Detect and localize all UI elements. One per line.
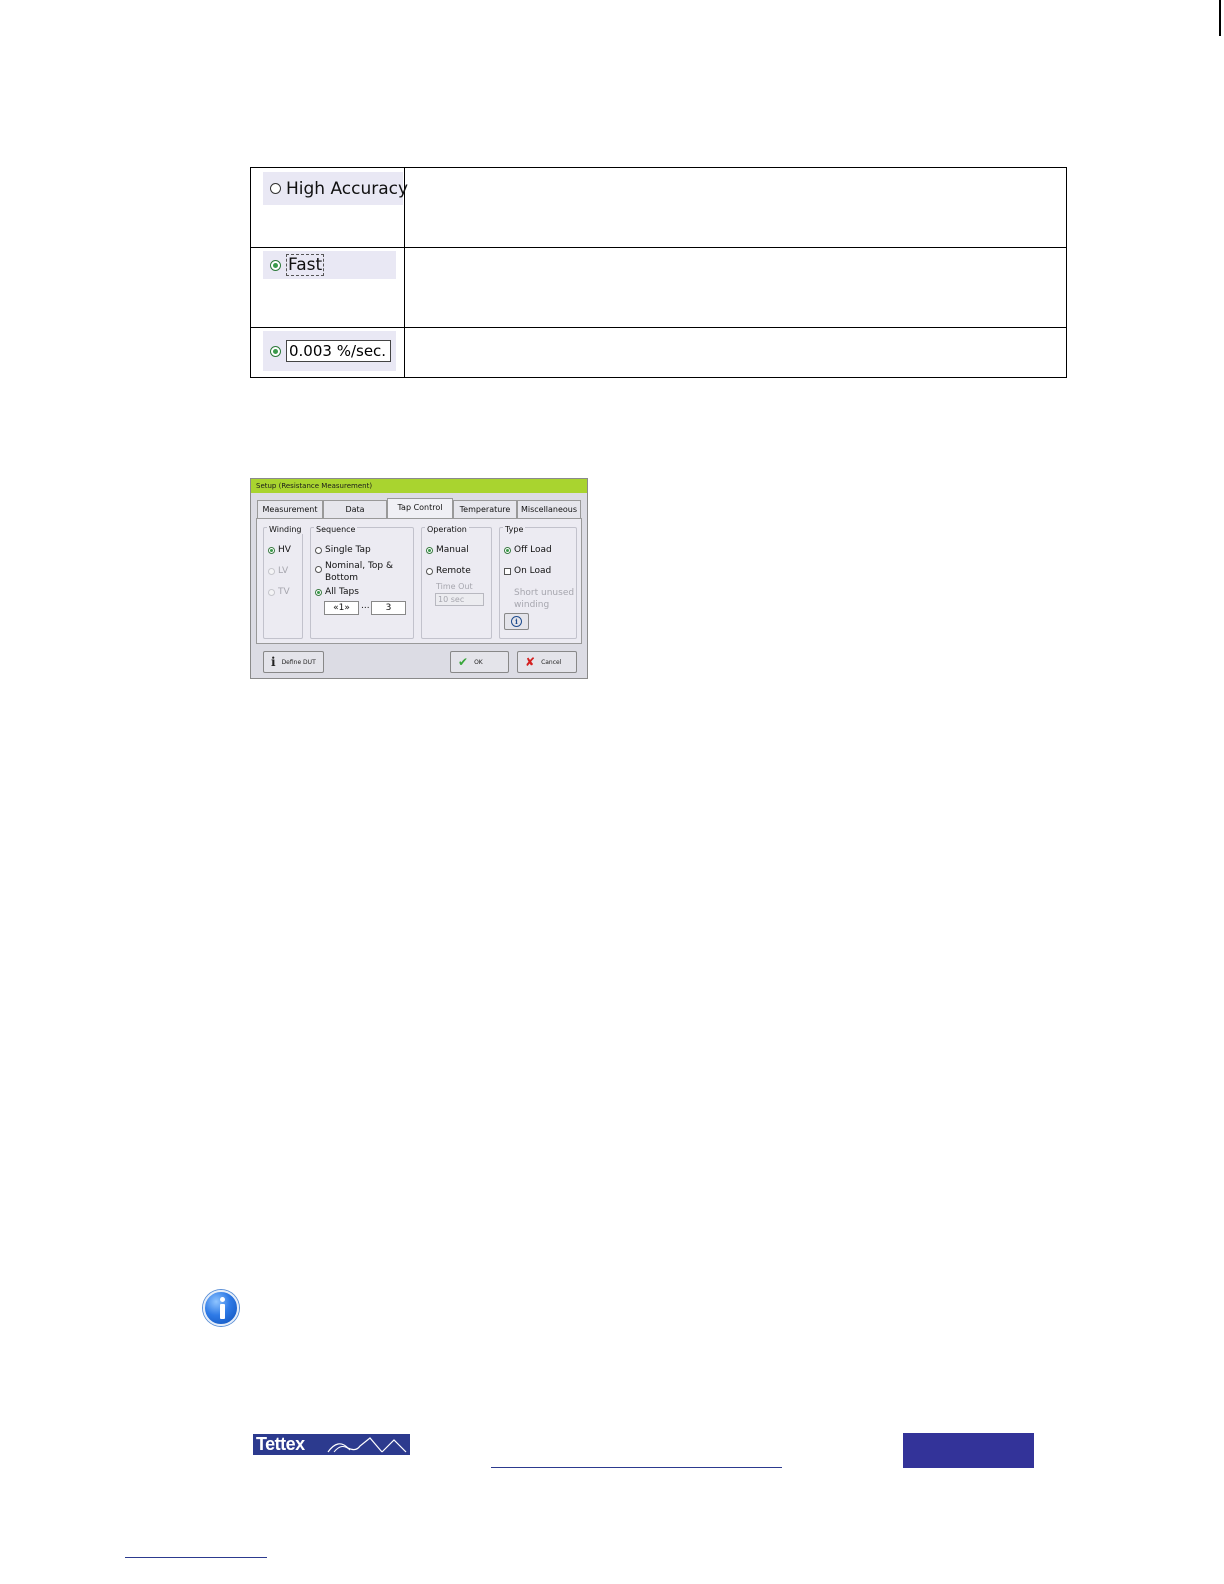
logo-wave-icon bbox=[326, 1436, 408, 1454]
winding-tv-label: TV bbox=[278, 587, 290, 597]
off-load-label: Off Load bbox=[514, 545, 552, 555]
radio-icon bbox=[504, 547, 511, 554]
timeout-field[interactable]: 10 sec bbox=[435, 593, 484, 606]
info-icon bbox=[203, 1290, 239, 1326]
tap-range-separator: ... bbox=[361, 601, 370, 611]
rate-input[interactable]: 0.003 %/sec. bbox=[286, 340, 391, 362]
high-accuracy-label: High Accuracy bbox=[286, 178, 409, 199]
tab-data[interactable]: Data bbox=[323, 500, 387, 518]
info-icon-dot bbox=[220, 1297, 225, 1302]
setup-dialog bbox=[250, 478, 588, 679]
checkbox-icon bbox=[504, 568, 511, 575]
table-row bbox=[251, 328, 1066, 377]
radio-icon bbox=[426, 547, 433, 554]
short-unused-winding-checkbox[interactable] bbox=[504, 587, 574, 611]
nominal-top-bottom-label bbox=[325, 560, 393, 584]
sequence-nominal-top-bottom[interactable] bbox=[315, 560, 393, 584]
fast-label: Fast bbox=[288, 255, 323, 275]
radio-icon bbox=[268, 589, 275, 596]
type-on-load[interactable] bbox=[504, 566, 551, 576]
define-dut-button[interactable] bbox=[263, 651, 324, 673]
fast-option[interactable] bbox=[263, 251, 396, 279]
winding-tv[interactable] bbox=[268, 587, 290, 597]
radio-icon bbox=[315, 566, 322, 573]
bottom-link-line bbox=[125, 1557, 267, 1558]
operation-group bbox=[421, 527, 492, 639]
winding-lv-label: LV bbox=[278, 566, 289, 576]
page-edge-line bbox=[1219, 0, 1221, 36]
winding-group bbox=[263, 527, 303, 639]
ok-label: OK bbox=[474, 658, 483, 666]
footer-color-block bbox=[903, 1433, 1034, 1468]
info-icon: i bbox=[271, 655, 276, 669]
winding-label: winding bbox=[514, 600, 550, 610]
type-info-button[interactable] bbox=[504, 613, 529, 630]
tab-miscellaneous[interactable]: Miscellaneous bbox=[517, 500, 581, 518]
tab-temperature[interactable]: Temperature bbox=[453, 500, 517, 518]
manual-label: Manual bbox=[436, 545, 469, 555]
info-icon-bar bbox=[220, 1304, 225, 1319]
sequence-all-taps[interactable] bbox=[315, 587, 359, 597]
sequence-group bbox=[310, 527, 414, 639]
radio-icon bbox=[315, 547, 322, 554]
rate-option[interactable] bbox=[263, 331, 396, 371]
winding-hv[interactable] bbox=[268, 545, 291, 555]
bottom-label: Bottom bbox=[325, 573, 359, 583]
rate-radio[interactable] bbox=[270, 346, 281, 357]
fast-radio[interactable] bbox=[270, 260, 281, 271]
radio-icon bbox=[426, 568, 433, 575]
cancel-label: Cancel bbox=[541, 658, 562, 666]
operation-remote[interactable] bbox=[426, 566, 471, 576]
high-accuracy-radio[interactable] bbox=[270, 183, 281, 194]
table-row bbox=[251, 168, 1066, 248]
checkbox-icon bbox=[504, 587, 511, 594]
type-title: Type bbox=[505, 525, 524, 534]
sequence-title: Sequence bbox=[316, 525, 356, 534]
timeout-label: Time Out bbox=[436, 582, 473, 591]
remote-label: Remote bbox=[436, 566, 471, 576]
winding-lv[interactable] bbox=[268, 566, 288, 576]
radio-icon bbox=[268, 568, 275, 575]
info-icon: i bbox=[511, 616, 522, 627]
tap-to-field[interactable]: 3 bbox=[371, 601, 406, 615]
sequence-single-tap[interactable] bbox=[315, 545, 371, 555]
tettex-logo bbox=[253, 1434, 410, 1455]
ok-button[interactable] bbox=[450, 651, 509, 673]
cancel-button[interactable] bbox=[517, 651, 577, 673]
define-dut-label: Define DUT bbox=[281, 658, 316, 666]
all-taps-label: All Taps bbox=[325, 587, 359, 597]
checkmark-icon: ✔ bbox=[458, 655, 469, 669]
type-group bbox=[499, 527, 577, 639]
tap-from-field[interactable]: «1» bbox=[324, 601, 359, 615]
footer-divider bbox=[491, 1467, 782, 1468]
short-unused-winding-label bbox=[514, 587, 574, 611]
close-icon: ✘ bbox=[525, 655, 536, 669]
tap-control-panel bbox=[256, 518, 582, 644]
single-tap-label: Single Tap bbox=[325, 545, 371, 555]
on-load-label: On Load bbox=[514, 566, 552, 576]
tab-tap-control[interactable]: Tap Control bbox=[387, 498, 453, 519]
table-row bbox=[251, 248, 1066, 328]
winding-hv-label: HV bbox=[278, 545, 291, 555]
winding-title: Winding bbox=[269, 525, 302, 534]
logo-text: Tettex bbox=[256, 1434, 305, 1454]
dialog-title: Setup (Resistance Measurement) bbox=[251, 479, 587, 493]
short-unused-label: Short unused bbox=[514, 588, 575, 598]
radio-icon bbox=[268, 547, 275, 554]
radio-icon bbox=[315, 589, 322, 596]
operation-manual[interactable] bbox=[426, 545, 469, 555]
options-table bbox=[250, 167, 1067, 378]
nominal-top-label: Nominal, Top & bbox=[325, 561, 394, 571]
high-accuracy-option[interactable] bbox=[263, 172, 409, 205]
operation-title: Operation bbox=[427, 525, 467, 534]
type-off-load[interactable] bbox=[504, 545, 552, 555]
tab-measurement[interactable]: Measurement bbox=[257, 500, 323, 518]
